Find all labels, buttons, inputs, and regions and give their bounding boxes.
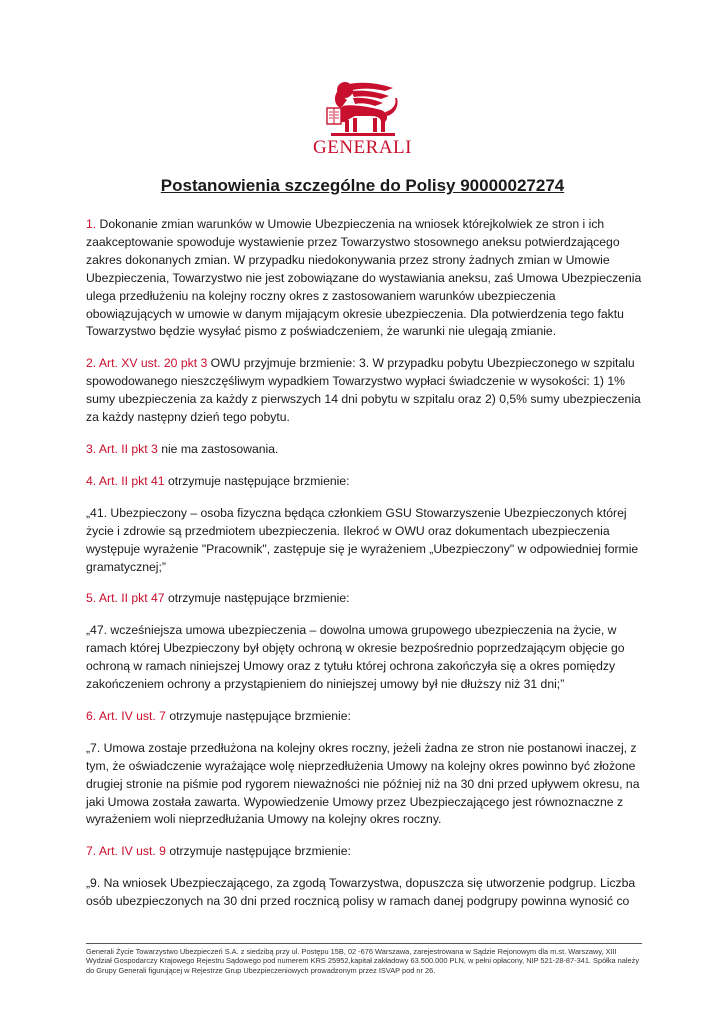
paragraph-10: [86, 843, 642, 861]
brand-name: GENERALI: [313, 137, 412, 158]
clause-text: „47. wcześniejsza umowa ubezpieczenia – dowolna umowa grupowego ubezpieczenia na życie, w ramach której Ubezpieczony był objęty ochroną w okresie bezpośrednio poprzedzającym objęcie go ochroną w ramach niniejszej Umowy oraz z tytułu której ochrona zakończyła się a okres pomiędzy zakończeniem ochrony a przystąpieniem do niniejszej umowy był nie dłuższy niż 31 dni;”: [86, 623, 625, 692]
clause-text: „9. Na wniosek Ubezpieczającego, za zgodą Towarzystwa, dopuszcza się utworzenie podgrup. Liczba osób ubezpieczonych na 30 dni przed rocznicą polisy w ramach danej podgrupy powinna wynosić co: [86, 876, 636, 909]
document-body: [86, 216, 642, 925]
footer-legal-text: Generali Życie Towarzystwo Ubezpieczeń S.A. z siedzibą przy ul. Postępu 15B, 02 -676 Warszawa, zarejestrowana w Sądzie Rejonowym dla m.st. Warszawy, XIII Wydział Gospodarczy Krajowego Rejestru Sądowego pod numerem KRS 25952,kapitał zakładowy 63.500.000 PLN, w pełni opłacony, NIP 521-28-87-341. Spółka należy do Grupy Generali figurującej w Rejestrze Grup Ubezpieczeniowych prowadzonym przez ISVAP pod nr 26.: [86, 947, 640, 975]
clause-ref: 6. Art. IV ust. 7: [86, 708, 166, 723]
paragraph-11: [86, 875, 642, 911]
paragraph-9: [86, 740, 642, 830]
paragraph-5: [86, 505, 642, 577]
paragraph-6: [86, 590, 642, 608]
paragraph-8: [86, 708, 642, 726]
clause-text: OWU przyjmuje brzmienie: 3. W przypadku pobytu Ubezpieczonego w szpitalu spowodowanego nieszczęśliwym wypadkiem Towarzystwo wypłaci świadczenie w wysokości: 1) 1% sumy ubezpieczenia za każdy z pierwszych 14 dni pobytu w szpitalu oraz 2) 0,5% sumy ubezpieczenia za każdy następny dzień tego pobytu.: [86, 356, 641, 425]
paragraph-4: [86, 473, 642, 491]
clause-ref: 7. Art. IV ust. 9: [86, 844, 166, 859]
paragraph-1: [86, 216, 642, 341]
footer-divider: [86, 943, 642, 944]
clause-text: „41. Ubezpieczony – osoba fizyczna będąca członkiem GSU Stowarzyszenie Ubezpieczonych której życie i zdrowie są przedmiotem ubezpieczenia. Ilekroć w OWU oraz dokumentach ubezpieczenia występuje wyrażenie "Pracownik", zastępuje się je wyrażeniem „Ubezpieczony" w odpowiedniej formie gramatycznej;”: [86, 505, 639, 574]
clause-text: otrzymuje następujące brzmienie:: [164, 591, 350, 606]
clause-text: otrzymuje następujące brzmienie:: [164, 473, 350, 488]
clause-text: nie ma zastosowania.: [157, 441, 279, 456]
clause-ref: 5. Art. II pkt 47: [86, 591, 165, 606]
paragraph-3: [86, 441, 642, 459]
clause-text: „7. Umowa zostaje przedłużona na kolejny okres roczny, jeżeli żadna ze stron nie postanowi inaczej, z tym, że oświadczenie wyrażające wolę nieprzedłużenia Umowy na kolejny okres powinno być złożone drugiej stronie na piśmie pod rygorem nieważności nie później niż na 30 dni przed upływem okresu, na jaki Umowa została zawarta. Wypowiedzenie Umowy przez Ubezpieczającego jest równoznaczne z wyrażeniem woli nieprzedłużania Umowy na kolejny okres roczny.: [86, 740, 640, 827]
clause-ref: 2. Art. XV ust. 20 pkt 3: [86, 356, 208, 371]
clause-text: Dokonanie zmian warunków w Umowie Ubezpieczenia na wniosek którejkolwiek ze stron i ich zaakceptowanie spowoduje wystawienie przez Towarzystwo stosownego aneksu potwierdzającego zakres dokonanych zmian. W przypadku niedokonywania przez strony żadnych zmian w Umowie Ubezpieczenia, Towarzystwo nie jest zobowiązane do wystawiania aneksu, zaś Umowa Ubezpieczenia ulega przedłużeniu na kolejny roczny okres z zastosowaniem warunków ubezpieczenia obowiązujących w umowie w danym mijającym okresie ubezpieczenia. Dla potwierdzenia tego faktu Towarzystwo będzie wysyłać pismo z poświadczeniem, że warunki nie ulegają zmianie.: [86, 217, 642, 339]
generali-logo: [313, 78, 411, 160]
clause-text: otrzymuje następujące brzmienie:: [165, 844, 351, 859]
clause-ref: 1.: [86, 217, 97, 231]
clause-ref: 3. Art. II pkt 3: [86, 441, 158, 456]
clause-text: otrzymuje następujące brzmienie:: [165, 708, 351, 723]
document-title: Postanowienia szczególne do Polisy 90000027274: [160, 176, 565, 195]
winged-lion-icon: [325, 78, 399, 140]
clause-ref: 4. Art. II pkt 41: [86, 473, 165, 488]
paragraph-7: [86, 622, 642, 694]
paragraph-2: [86, 355, 642, 427]
